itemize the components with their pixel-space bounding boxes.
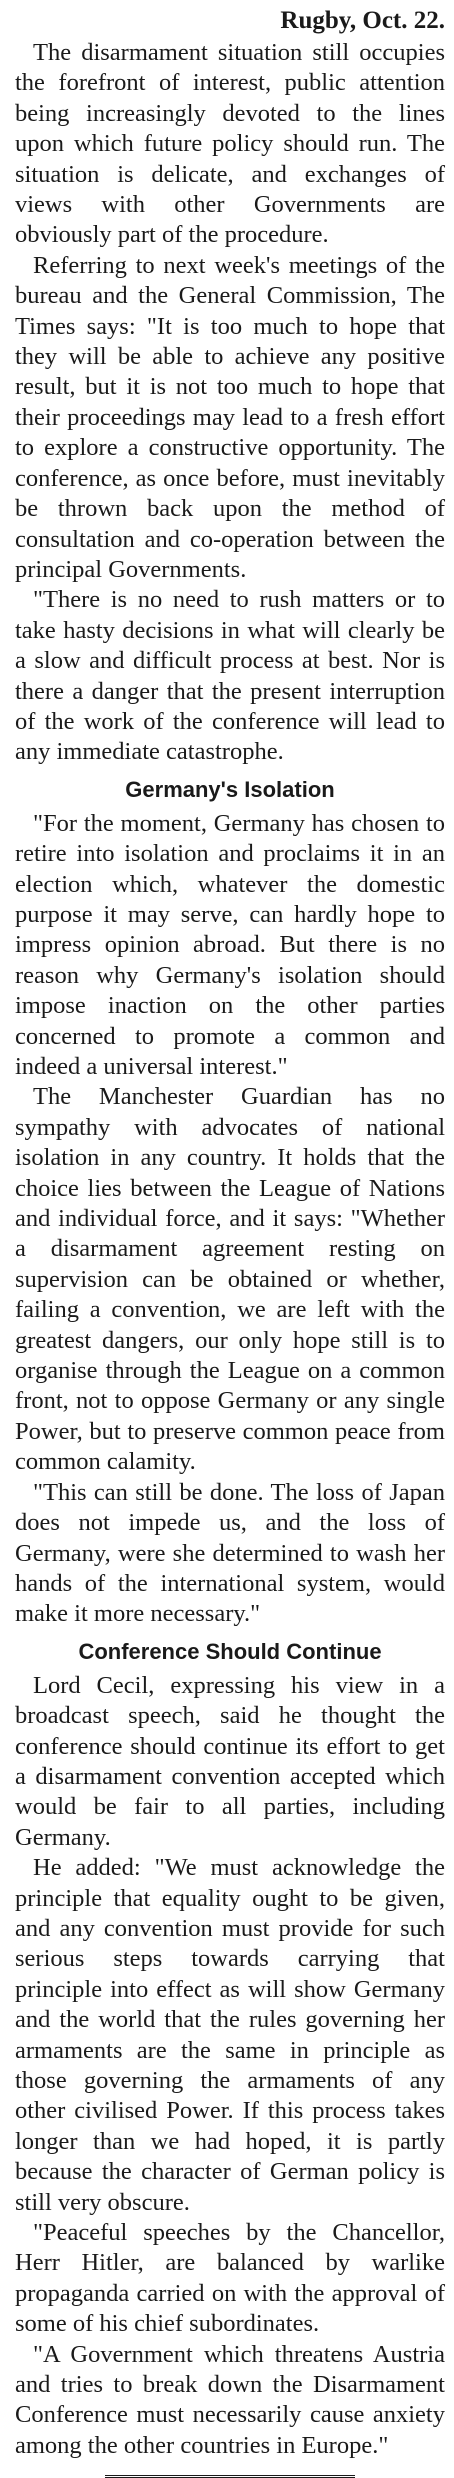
dateline: Rugby, Oct. 22. xyxy=(280,7,445,34)
paragraph: Referring to next week's meetings of the bureau and the General Commission, The Times says: "It is too much to hope that they will be able to achieve any positive result, but it is not too much to hope that their proceedings may lead to a fresh effort to explore a constructive opportunity. The conference, as once before, must inevitably be thrown back upon the method of consultation and co-operation between the principal Governments. xyxy=(15,251,445,583)
paragraph: The disarmament situation still occupies the forefront of interest, public attention being increasingly devoted to the lines upon which future policy should run. The situation is delicate, and exchanges of views with other Governments are obviously part of the procedure. xyxy=(15,39,445,249)
paragraph: "This can still be done. The loss of Japan does not impede us, and the loss of Germany, were she determined to wash her hands of the international system, would make it more necessary." xyxy=(15,1478,445,1628)
section-opening xyxy=(15,38,445,768)
subheading-germanys-isolation: Germany's Isolation xyxy=(125,776,335,802)
paragraph: He added: "We must acknowledge the principle that equality ought to be given, and any convention must provide for such serious steps towards carrying that principle into effect as will show Germany and the world that the rules governing her armaments are the same in principle as those governing the armaments of any other civilised Power. If this process takes longer than we had hoped, it is partly because the character of German policy is still very obscure. xyxy=(15,1854,445,2216)
paragraph: "For the moment, Germany has chosen to retire into isolation and proclaims it in an election which, whatever the domestic purpose it may serve, can hardly hope to impress opinion abroad. But there is no reason why Germany's isolation should impose inaction on the other parties concerned to promote a common and indeed a universal interest." xyxy=(15,809,445,1080)
paragraph: The Manchester Guardian has no sympathy with advocates of national isolation in any country. It holds that the choice lies between the League of Nations and individual force, and it says: "Whether a disarmament agreement resting on supervision can be obtained or whether, failing a convention, we are left with the greatest dangers, our only hope still is to organise through the League on a common front, not to oppose Germany or any single Power, but to preserve common peace from common calamity. xyxy=(15,1083,445,1476)
section-germanys-isolation xyxy=(15,809,445,1630)
subheading-conference-should-continue: Conference Should Continue xyxy=(78,1638,382,1664)
section-conference-should-continue xyxy=(15,1671,445,2462)
paragraph: "There is no need to rush matters or to take hasty decisions in what will clearly be a slow and difficult process at best. Nor is there a danger that the present interruption of the work of the conference will lead to any immediate catastrophe. xyxy=(15,586,445,766)
paragraph: "Peaceful speeches by the Chancellor, Herr Hitler, are balanced by warlike propaganda carried on with the approval of some of his chief subordinates. xyxy=(15,2219,445,2338)
paragraph: Lord Cecil, expressing his view in a broadcast speech, said he thought the conference should continue its effort to get a disarmament convention accepted which would be fair to all parties, including Germany. xyxy=(15,1671,445,1851)
paragraph: "A Government which threatens Austria and tries to break down the Disarmament Conference must necessarily cause anxiety among the other countries in Europe." xyxy=(15,2340,445,2459)
